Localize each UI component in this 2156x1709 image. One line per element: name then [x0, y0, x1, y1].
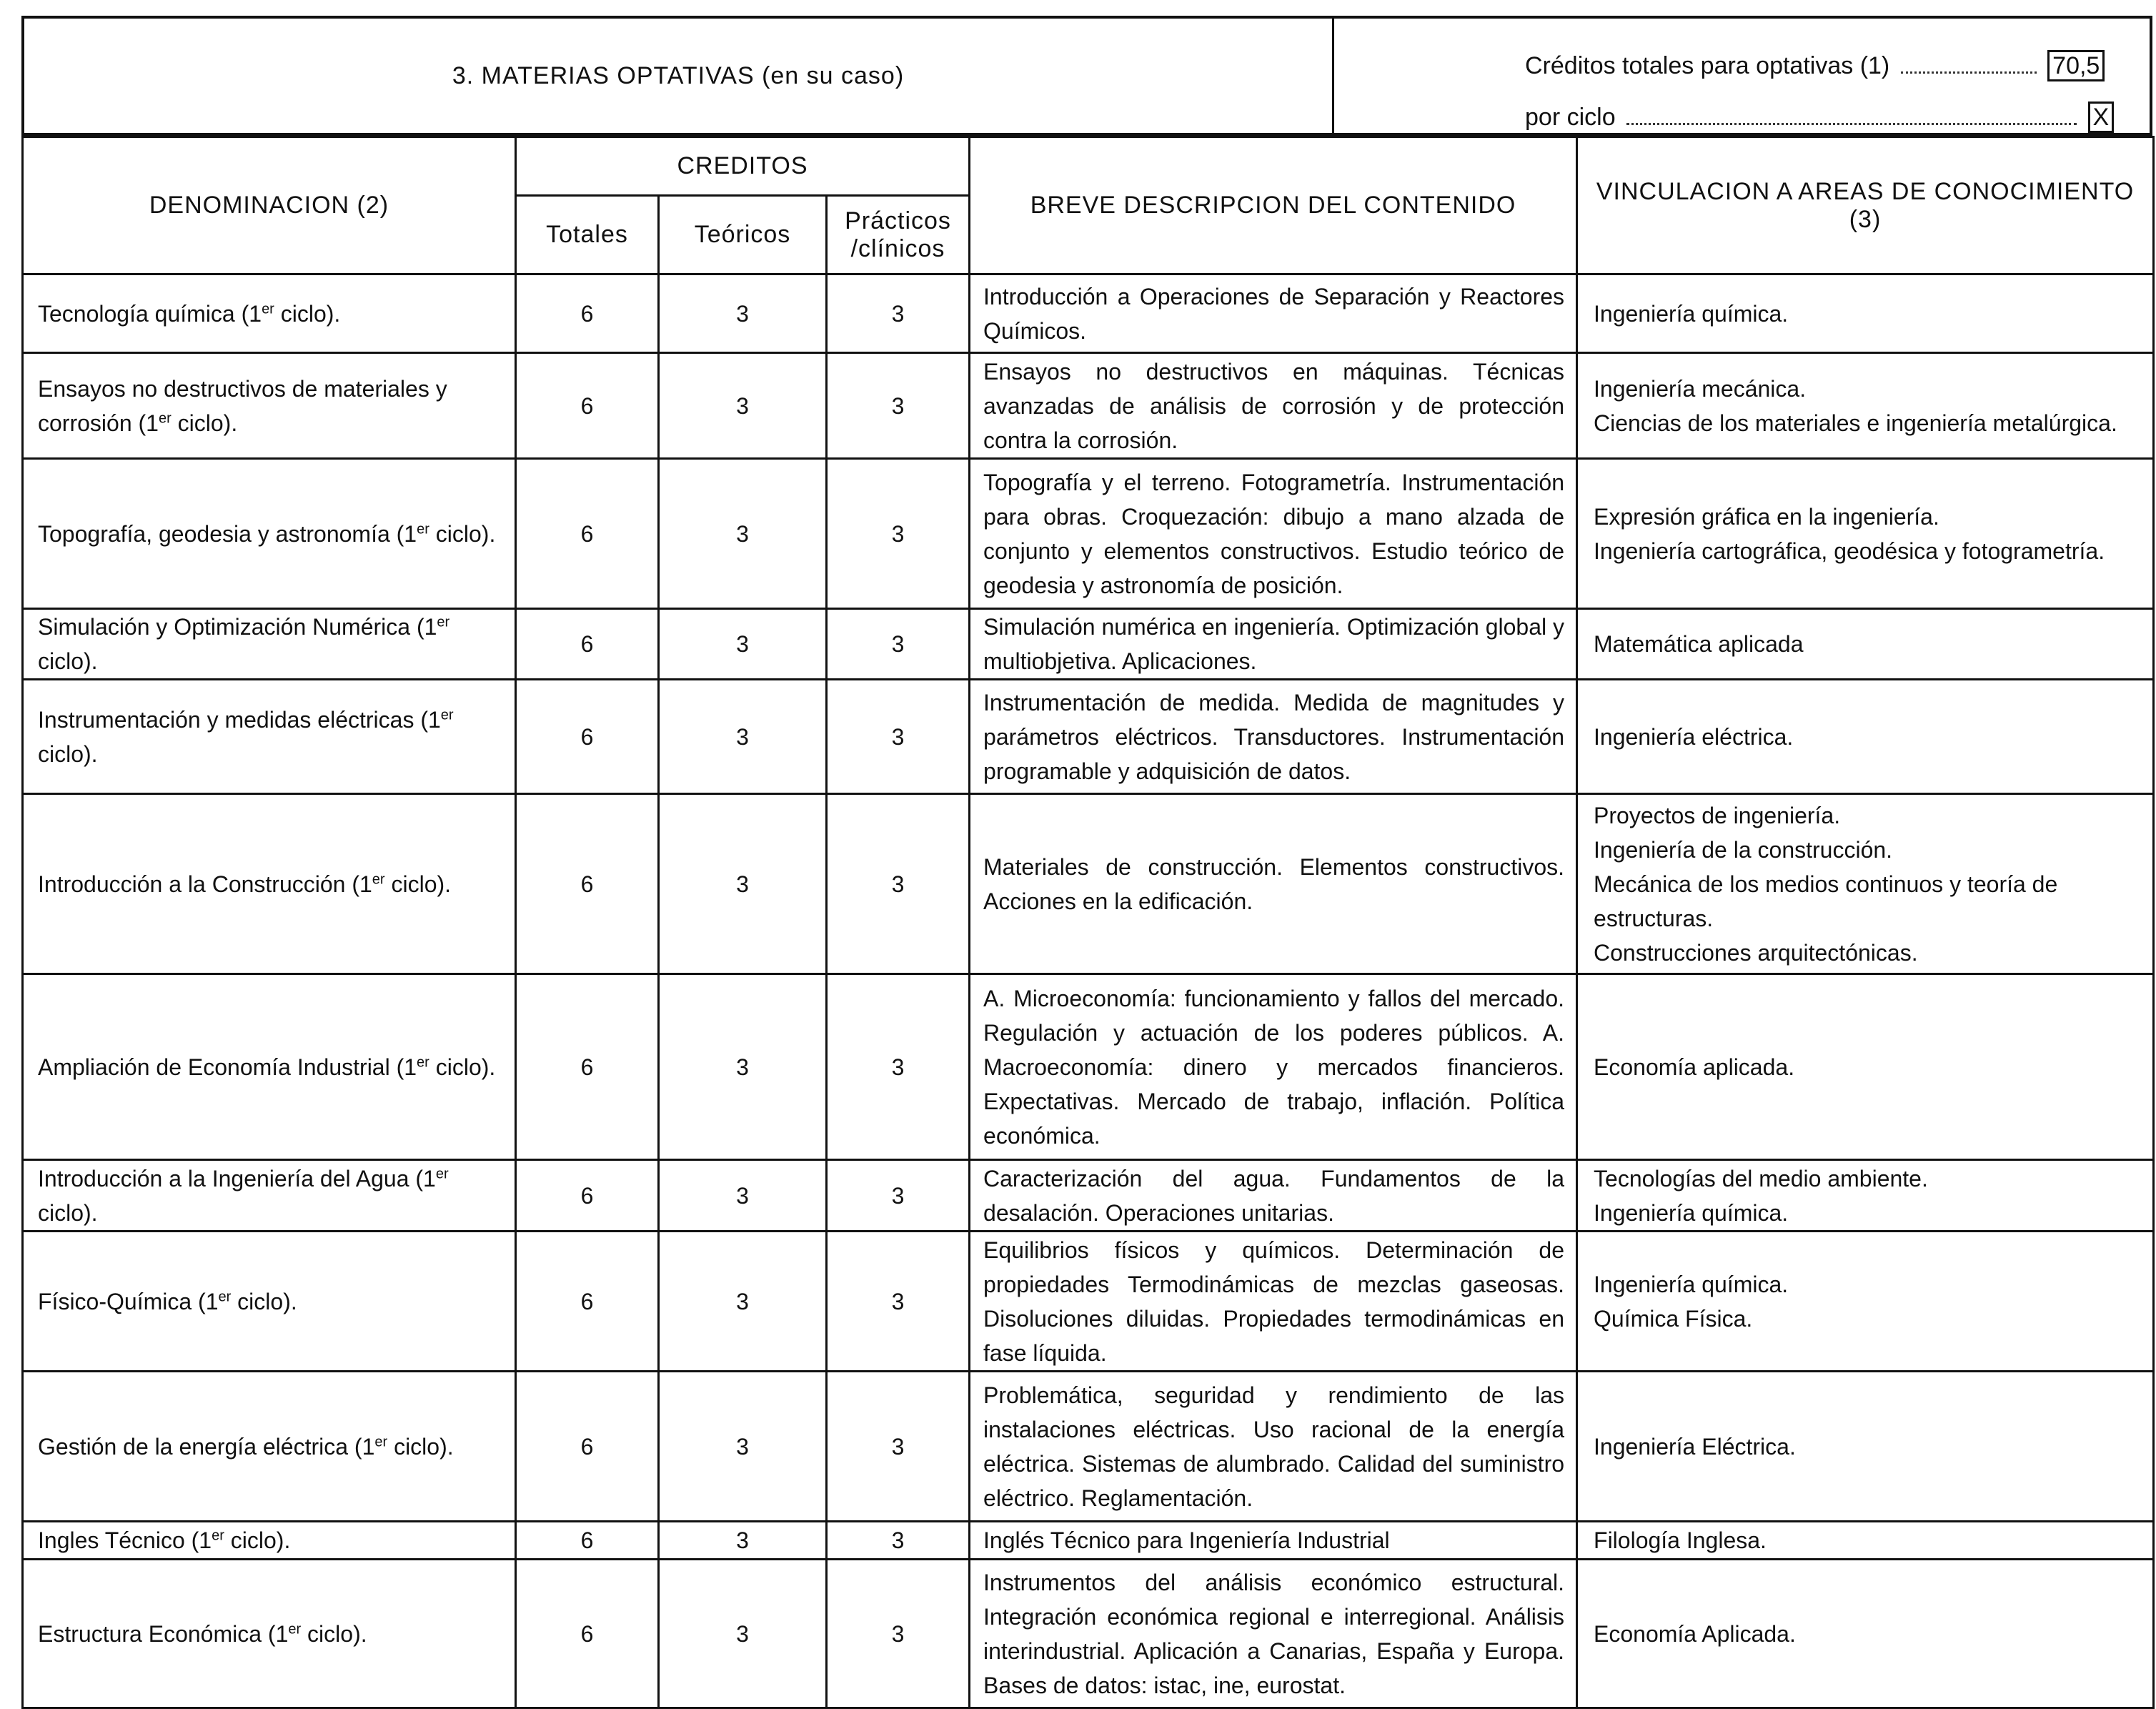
superscript: er [437, 614, 450, 630]
table-body [23, 274, 2154, 1708]
credits-practicos: 3 [827, 1560, 970, 1708]
knowledge-areas [1577, 274, 2154, 353]
knowledge-areas [1577, 974, 2154, 1160]
table-row [23, 459, 2154, 609]
credits-practicos: 3 [827, 609, 970, 680]
knowledge-areas [1577, 1522, 2154, 1560]
superscript: er [158, 410, 172, 426]
column-header-creditos: CREDITOS [516, 137, 970, 196]
practicos-label: Prácticos [845, 207, 951, 234]
knowledge-area: Ingeniería química. [1594, 1271, 1789, 1297]
subject-name-text: Simulación y Optimización Numérica (1 [38, 614, 437, 640]
superscript: er [374, 1433, 388, 1450]
subject-name-suffix: ciclo). [231, 1288, 297, 1314]
subject-name-text: Estructura Económica (1 [38, 1620, 289, 1647]
subject-name [23, 1560, 516, 1708]
credits-totales: 6 [516, 1522, 659, 1560]
content-description: A. Microeconomía: funcionamiento y fallos del mercado. Regulación y actuación de los poderes públicos. A. Macroeconomía: dinero y mercados financieros. Expectativas. Mercado de trabajo, inflación. Política económica. [970, 974, 1577, 1160]
subject-name [23, 974, 516, 1160]
credits-practicos: 3 [827, 1232, 970, 1372]
knowledge-area: Tecnologías del medio ambiente. [1594, 1165, 1928, 1192]
column-header-denominacion: DENOMINACION (2) [23, 137, 516, 274]
knowledge-areas [1577, 794, 2154, 974]
table-row [23, 1522, 2154, 1560]
superscript: er [262, 300, 274, 317]
subject-name-text: Ampliación de Economía Industrial (1 [38, 1054, 417, 1080]
credits-totales: 6 [516, 274, 659, 353]
table-row [23, 680, 2154, 794]
content-description: Materiales de construcción. Elementos constructivos. Acciones en la edificación. [970, 794, 1577, 974]
credits-practicos: 3 [827, 794, 970, 974]
credits-totales: 6 [516, 1160, 659, 1232]
section-title: 3. MATERIAS OPTATIVAS (en su caso) [452, 61, 905, 89]
knowledge-area: Química Física. [1594, 1305, 1753, 1332]
content-description: Inglés Técnico para Ingeniería Industrial [970, 1522, 1577, 1560]
subject-name [23, 1232, 516, 1372]
subject-name [23, 680, 516, 794]
total-credits-label: Créditos totales para optativas (1) [1525, 52, 1890, 79]
table-row [23, 974, 2154, 1160]
knowledge-areas [1577, 680, 2154, 794]
knowledge-areas [1577, 1232, 2154, 1372]
column-header-vinculacion: VINCULACION A AREAS DE CONOCIMIENTO (3) [1577, 137, 2154, 274]
subject-name-suffix: ciclo). [38, 1199, 98, 1226]
credits-totales: 6 [516, 974, 659, 1160]
credits-practicos: 3 [827, 1522, 970, 1560]
credits-teoricos: 3 [659, 974, 827, 1160]
credits-teoricos: 3 [659, 274, 827, 353]
dotted-leader [1626, 123, 2077, 125]
content-description: Instrumentación de medida. Medida de magnitudes y parámetros eléctricos. Transductores. Instrumentación programable y adquisición de datos. [970, 680, 1577, 794]
credits-totales: 6 [516, 609, 659, 680]
knowledge-area: Ingeniería eléctrica. [1594, 723, 1794, 750]
credits-totales: 6 [516, 1232, 659, 1372]
content-description: Instrumentos del análisis económico estructural. Integración económica regional e interregional. Análisis interindustrial. Aplicación a Canarias, España y Europa. Bases de datos: istac, ine, eurostat. [970, 1560, 1577, 1708]
credits-teoricos: 3 [659, 680, 827, 794]
knowledge-areas [1577, 1372, 2154, 1522]
superscript: er [288, 1620, 302, 1637]
knowledge-areas [1577, 1560, 2154, 1708]
content-description: Introducción a Operaciones de Separación y Reactores Químicos. [970, 274, 1577, 353]
subject-name-text: Introducción a la Construcción (1 [38, 871, 372, 897]
knowledge-area: Proyectos de ingeniería. [1594, 802, 1841, 828]
credits-practicos: 3 [827, 680, 970, 794]
superscript: er [212, 1527, 224, 1544]
credits-teoricos: 3 [659, 794, 827, 974]
credits-teoricos: 3 [659, 1522, 827, 1560]
column-header-descripcion: BREVE DESCRIPCION DEL CONTENIDO [970, 137, 1577, 274]
knowledge-areas [1577, 609, 2154, 680]
subject-name-suffix: ciclo). [429, 1054, 496, 1080]
credits-totales: 6 [516, 459, 659, 609]
knowledge-area: Mecánica de los medios continuos y teoría de estructuras. [1594, 871, 2058, 931]
subject-name-text: Ingles Técnico (1 [38, 1527, 212, 1553]
credits-teoricos: 3 [659, 353, 827, 459]
knowledge-area: Ingeniería química. [1594, 1199, 1789, 1226]
credits-totales: 6 [516, 680, 659, 794]
subject-name-suffix: ciclo). [384, 871, 452, 897]
clinicos-label: /clínicos [850, 234, 945, 262]
knowledge-area: Ciencias de los materiales e ingeniería metalúrgica. [1594, 410, 2117, 436]
subject-name-text: Tecnología química (1 [38, 300, 262, 327]
content-description: Topografía y el terreno. Fotogrametría. Instrumentación para obras. Croquezación: dibujo a mano alzada de conjunto y elementos constructivos. Estudio teórico de geodesia y astronomía de posición. [970, 459, 1577, 609]
knowledge-area: Economía Aplicada. [1594, 1620, 1796, 1647]
subject-name-suffix: ciclo). [38, 648, 98, 674]
subject-name [23, 459, 516, 609]
credits-practicos: 3 [827, 1372, 970, 1522]
subject-name-suffix: ciclo). [224, 1527, 291, 1553]
table-row [23, 1232, 2154, 1372]
content-description: Simulación numérica en ingeniería. Optimización global y multiobjetiva. Aplicaciones. [970, 609, 1577, 680]
subject-name-text: Topografía, geodesia y astronomía (1 [38, 520, 417, 547]
table-row [23, 274, 2154, 353]
subject-name-text: Gestión de la energía eléctrica (1 [38, 1433, 375, 1460]
knowledge-area: Construcciones arquitectónicas. [1594, 939, 1918, 966]
credits-totales: 6 [516, 1372, 659, 1522]
content-description: Ensayos no destructivos en máquinas. Técnicas avanzadas de análisis de corrosión y de protección contra la corrosión. [970, 353, 1577, 459]
subject-name [23, 1160, 516, 1232]
knowledge-area: Ingeniería mecánica. [1594, 375, 1807, 402]
subject-name [23, 274, 516, 353]
content-description: Equilibrios físicos y químicos. Determinación de propiedades Termodinámicas de mezclas gaseosas. Disoluciones diluidas. Propiedades termodinámicas en fase líquida. [970, 1232, 1577, 1372]
credits-summary [1525, 40, 2114, 143]
subject-name [23, 609, 516, 680]
dotted-leader [1901, 71, 2037, 74]
credits-practicos: 3 [827, 1160, 970, 1232]
subject-name-suffix: ciclo). [274, 300, 341, 327]
knowledge-area: Ingeniería de la construcción. [1594, 836, 1893, 863]
credits-teoricos: 3 [659, 609, 827, 680]
credits-practicos: 3 [827, 974, 970, 1160]
knowledge-area: Economía aplicada. [1594, 1054, 1795, 1080]
per-cycle-label: por ciclo [1525, 104, 1616, 131]
credits-teoricos: 3 [659, 1560, 827, 1708]
table-row [23, 1372, 2154, 1522]
section-header [21, 16, 2152, 136]
optional-subjects-table [21, 136, 2155, 1709]
subject-name [23, 794, 516, 974]
total-credits-value: 70,5 [2047, 50, 2105, 81]
table-row [23, 353, 2154, 459]
table-row [23, 1160, 2154, 1232]
credits-teoricos: 3 [659, 1372, 827, 1522]
superscript: er [417, 1054, 429, 1070]
knowledge-area: Filología Inglesa. [1594, 1527, 1767, 1553]
per-cycle-value: X [2088, 101, 2115, 133]
credits-practicos: 3 [827, 353, 970, 459]
table-row [23, 794, 2154, 974]
credits-practicos: 3 [827, 459, 970, 609]
superscript: er [440, 706, 454, 723]
column-header-totales: Totales [516, 196, 659, 274]
knowledge-area: Ingeniería Eléctrica. [1594, 1433, 1796, 1460]
superscript: er [218, 1288, 232, 1304]
knowledge-areas [1577, 459, 2154, 609]
superscript: er [417, 520, 429, 537]
subject-name-suffix: ciclo). [171, 410, 238, 436]
superscript: er [372, 871, 385, 887]
content-description: Problemática, seguridad y rendimiento de las instalaciones eléctricas. Uso racional de la energía eléctrica. Sistemas de alumbrado. Calidad del suministro eléctrico. Reglamentación. [970, 1372, 1577, 1522]
subject-name-text: Instrumentación y medidas eléctricas (1 [38, 706, 441, 733]
subject-name-text: Ensayos no destructivos de materiales y corrosión (1 [38, 375, 447, 436]
knowledge-areas [1577, 353, 2154, 459]
knowledge-area: Ingeniería cartográfica, geodésica y fotogrametría. [1594, 538, 2105, 564]
subject-name-text: Físico-Química (1 [38, 1288, 219, 1314]
credits-totales: 6 [516, 794, 659, 974]
column-header-teoricos: Teóricos [659, 196, 827, 274]
table-row [23, 609, 2154, 680]
subject-name-suffix: ciclo). [387, 1433, 454, 1460]
subject-name-suffix: ciclo). [38, 740, 98, 767]
subject-name [23, 1522, 516, 1560]
subject-name-suffix: ciclo). [429, 520, 496, 547]
subject-name [23, 1372, 516, 1522]
header-divider [1332, 19, 1334, 133]
credits-teoricos: 3 [659, 1232, 827, 1372]
subject-name [23, 353, 516, 459]
superscript: er [435, 1165, 449, 1182]
knowledge-areas [1577, 1160, 2154, 1232]
credits-totales: 6 [516, 1560, 659, 1708]
knowledge-area: Matemática aplicada [1594, 631, 1804, 657]
column-header-practicos [827, 196, 970, 274]
total-credits-line [1525, 40, 2114, 91]
knowledge-area: Ingeniería química. [1594, 300, 1789, 327]
credits-teoricos: 3 [659, 459, 827, 609]
knowledge-area: Expresión gráfica en la ingeniería. [1594, 503, 1939, 530]
content-description: Caracterización del agua. Fundamentos de la desalación. Operaciones unitarias. [970, 1160, 1577, 1232]
credits-teoricos: 3 [659, 1160, 827, 1232]
subject-name-suffix: ciclo). [301, 1620, 367, 1647]
table-row [23, 1560, 2154, 1708]
credits-totales: 6 [516, 353, 659, 459]
credits-practicos: 3 [827, 274, 970, 353]
subject-name-text: Introducción a la Ingeniería del Agua (1 [38, 1165, 436, 1192]
